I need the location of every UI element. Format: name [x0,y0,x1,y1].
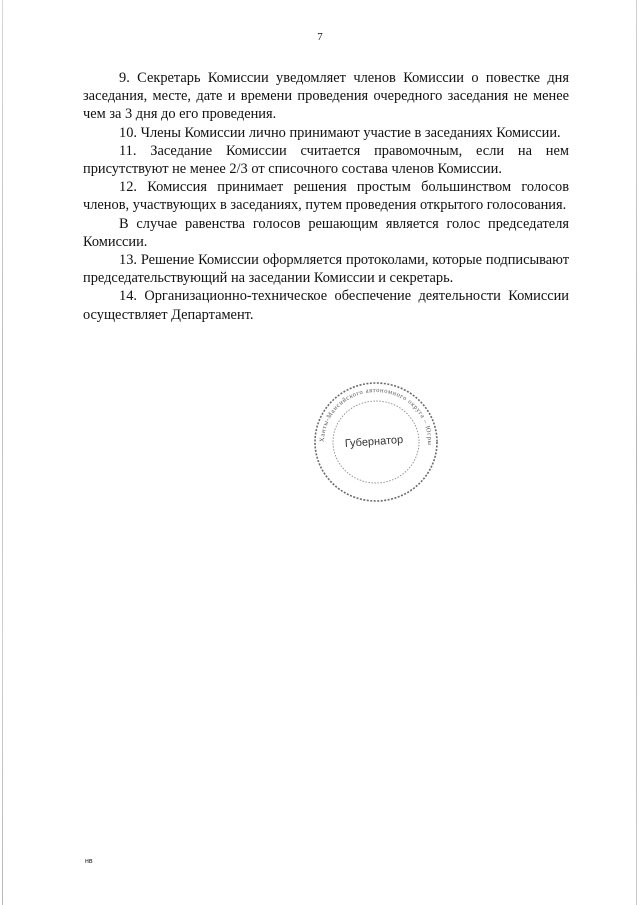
paragraph-9: 9. Секретарь Комиссии уведомляет членов Комиссии о повестке дня заседания, месте, дате и времени проведения очередного заседания не менее чем за 3 дня до его проведения. [83,70,569,123]
paragraph-13: 13. Решение Комиссии оформляется протоколами, которые подписывают председательствующий на заседании Комиссии и секретарь. [83,252,569,287]
page-scan-edge-left [2,0,3,905]
paragraph-10: 10. Члены Комиссии лично принимают участие в заседаниях Комиссии. [119,124,561,141]
paragraph-tie-vote: В случае равенства голосов решающим является голос председателя Комиссии. [83,215,569,250]
page-scan-edge-right [636,0,637,905]
paragraph-14: 14. Организационно-техническое обеспечение деятельности Комиссии осуществляет Департамент. [83,288,569,323]
footer-initials: нв [85,858,93,865]
seal-center-text: Губернатор [344,433,404,451]
page-number: 7 [317,31,323,43]
document-body [83,69,569,324]
seal-ring-text: Ханты-Мансийского автономного округа – Югры [318,386,434,446]
official-seal-stamp [312,380,440,504]
paragraph-12: 12. Комиссия принимает решения простым большинством голосов членов, участвующих в заседаниях, путем проведения открытого голосования. [83,179,569,214]
paragraph-11: 11. Заседание Комиссии считается правомочным, если на нем присутствуют не менее 2/3 от списочного состава членов Комиссии. [83,142,569,178]
